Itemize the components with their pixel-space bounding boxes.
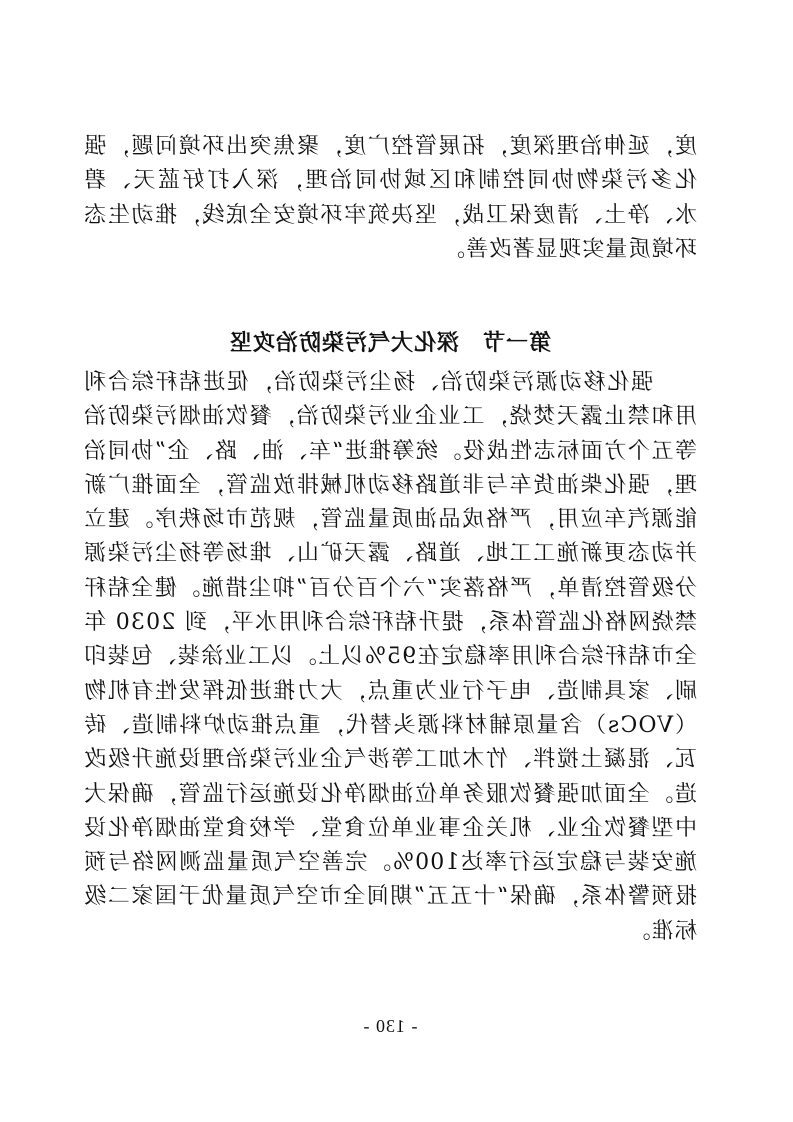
body-paragraph-text: 强化移动源污染防治、扬尘污染防治，促进秸秆综合利用和禁止露天焚烧，工业企业污染防治，餐饮油烟污染防治等五个方面标志性战役。统筹推进“车、油、路、企”协同治理，强化柴油货车与非道路移动机械排放监管，全面推广新能源汽车应用，严格成品油质量监管，规范市场秩序。建立并动态更新施工工地、道路、露天矿山、堆场等扬尘污染源分级管控清单，严格落实“六个百分百”抑尘措施。健全秸秆禁烧网格化监管体系，提升秸秆综合利用水平，到 2030 年全市秸秆综合利用率稳定在95%以上。以工业涂装、包装印刷、家具制造、电子行业为重点，大力推进低挥发性有机物（VOCs）含量原辅材料源头替代，重点推动炉料制造、砖瓦、混凝土搅拌、竹木加工等涉气企业污染治理设施升级改造。全面加强餐饮服务单位油烟净化设施运行监管，确保大中型餐饮企业、机关企事业单位食堂、学校食堂油烟净化设施安装与稳定运行率达100%。完善空气质量监测网络与预报预警体系，确保“十五五”期间全市空气质量优于国家二级标准。 (83, 370, 697, 944)
section-title: 第一节 深化大气污染防治攻坚 (229, 331, 552, 356)
intro-paragraph (83, 130, 697, 267)
body-paragraph (83, 366, 697, 949)
intro-paragraph-text: 度，延伸治理深度，拓展管控广度，聚焦突出环境问题，强化多污染物协同控制和区域协同治理，深入打好蓝天、碧水、净土、清废保卫战，坚决筑牢环境安全底线，推动生态环境质量实现显著改善。 (83, 134, 697, 262)
page-number: - 130 - (362, 1016, 418, 1036)
